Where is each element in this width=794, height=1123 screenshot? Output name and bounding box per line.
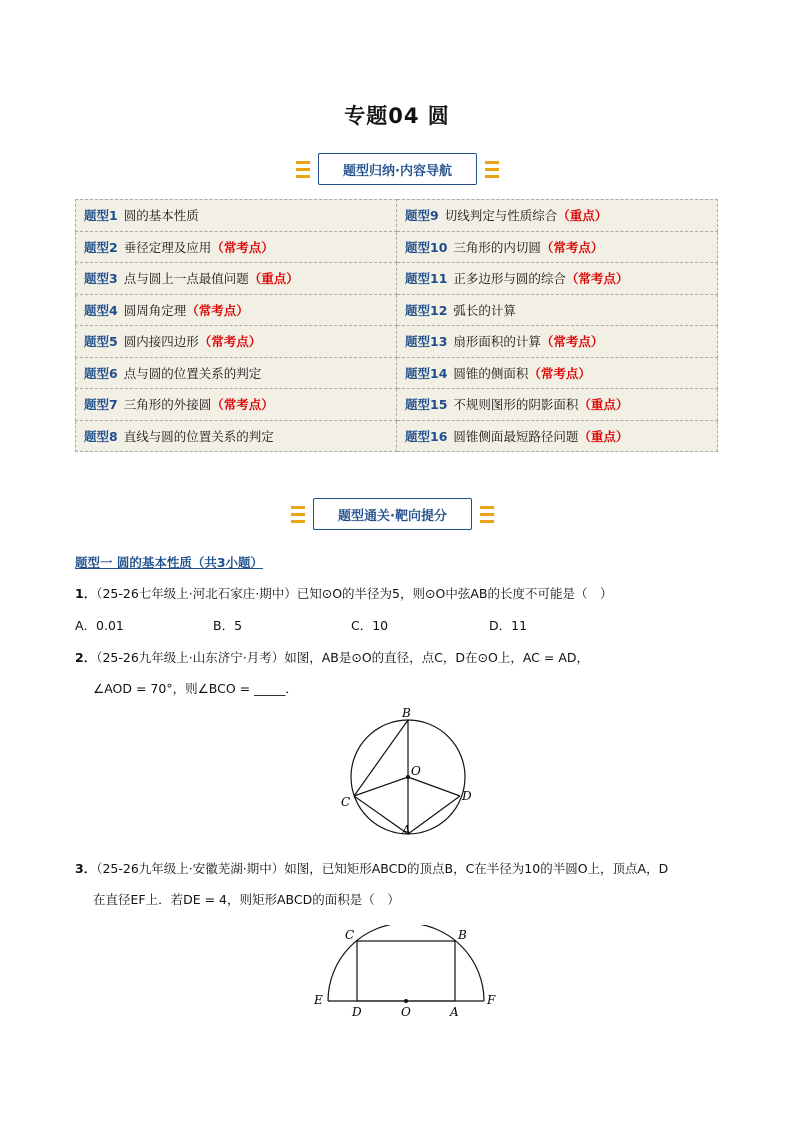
- nav-item-text: 直线与圆的位置关系的判定: [123, 428, 274, 444]
- rectangle-abcd: [357, 941, 455, 1001]
- nav-item-text: 扇形面积的计算: [453, 334, 541, 350]
- nav-item-badge: （常考点）: [186, 302, 249, 318]
- nav-item-tag: 题型3: [84, 271, 118, 287]
- question-number: 3．: [75, 861, 97, 876]
- nav-item-tag: 题型6: [84, 365, 118, 381]
- question-number: 2．: [75, 650, 97, 665]
- nav-item[interactable]: [76, 326, 397, 358]
- center-point: [406, 775, 410, 779]
- nav-item[interactable]: [397, 231, 718, 263]
- nav-item-tag: 题型10: [405, 239, 448, 255]
- nav-item-text: 不规则图形的阴影面积: [453, 397, 579, 413]
- nav-item-text: 圆锥侧面最短路径问题: [453, 428, 579, 444]
- nav-item[interactable]: [76, 231, 397, 263]
- nav-item[interactable]: [397, 200, 718, 232]
- nav-item-text: 圆内接四边形: [123, 334, 199, 350]
- question-2-line2: ∠AOD = 70°，则∠BCO = _____．: [93, 681, 298, 696]
- nav-row: [76, 326, 718, 358]
- label-a: A: [402, 823, 411, 835]
- label-f: F: [487, 993, 496, 1007]
- question-text-line1: 如图，已知矩形ABCD的顶点B，C在半径为10的半圆O上，顶点A，D: [284, 861, 669, 876]
- nav-item-badge: （常考点）: [211, 239, 274, 255]
- nav-item-tag: 题型2: [84, 239, 118, 255]
- nav-item-badge: （常考点）: [540, 239, 604, 255]
- question-1: [75, 584, 612, 604]
- nav-banner: [296, 153, 499, 185]
- nav-item-badge: （常考点）: [540, 334, 604, 350]
- question-3: [75, 859, 668, 879]
- question-text: 已知⊙O的半径为5，则⊙O中弦AB的长度不可能是（ ）: [296, 586, 613, 601]
- nav-item-tag: 题型9: [405, 208, 439, 224]
- banner-left-bars: [296, 161, 310, 178]
- nav-item-tag: 题型11: [405, 271, 448, 287]
- nav-item-badge: （重点）: [578, 397, 629, 413]
- nav-banner-label: 题型归纳·内容导航: [318, 153, 477, 185]
- nav-item[interactable]: [76, 200, 397, 232]
- option-d[interactable]: D．11: [489, 618, 528, 633]
- nav-row: [76, 263, 718, 295]
- nav-item-text: 三角形的外接圆: [123, 397, 212, 413]
- nav-item[interactable]: [397, 263, 718, 295]
- label-d: D: [462, 789, 472, 803]
- nav-item-text: 切线判定与性质综合: [444, 208, 558, 224]
- nav-item-text: 三角形的内切圆: [453, 239, 541, 255]
- nav-item-tag: 题型16: [405, 428, 448, 444]
- nav-item-tag: 题型12: [405, 302, 448, 318]
- nav-item[interactable]: [397, 389, 718, 421]
- semicircle-diagram: [310, 925, 500, 1020]
- nav-item-tag: 题型4: [84, 302, 118, 318]
- nav-item-badge: （重点）: [578, 428, 629, 444]
- nav-item-badge: （常考点）: [528, 365, 591, 381]
- nav-item-badge: （常考点）: [565, 271, 629, 287]
- nav-row: [76, 294, 718, 326]
- question-2: [75, 648, 589, 668]
- nav-item-text: 圆的基本性质: [123, 208, 199, 224]
- nav-item-tag: 题型7: [84, 397, 118, 413]
- nav-item-text: 点与圆上一点最值问题: [123, 271, 249, 287]
- label-c: C: [341, 795, 351, 809]
- segment-od: [408, 777, 460, 796]
- nav-item-badge: （常考点）: [211, 397, 274, 413]
- nav-item-tag: 题型8: [84, 428, 118, 444]
- nav-item-text: 弧长的计算: [453, 302, 516, 318]
- nav-item-text: 圆锥的侧面积: [453, 365, 529, 381]
- nav-row: [76, 231, 718, 263]
- nav-row: [76, 200, 718, 232]
- label-o: O: [401, 1005, 411, 1019]
- question-1-options: [75, 616, 675, 634]
- option-a[interactable]: A．0.01: [75, 618, 124, 633]
- option-b[interactable]: B．5: [213, 618, 243, 633]
- banner-right-bars: [485, 161, 499, 178]
- nav-row: [76, 420, 718, 452]
- nav-row: [76, 389, 718, 421]
- segment-bc: [354, 720, 408, 796]
- nav-item[interactable]: [397, 294, 718, 326]
- nav-item-tag: 题型13: [405, 334, 448, 350]
- label-b: B: [458, 928, 467, 942]
- nav-item[interactable]: [76, 294, 397, 326]
- nav-item-text: 垂径定理及应用: [123, 239, 212, 255]
- segment-co: [354, 777, 408, 796]
- label-d: D: [352, 1005, 362, 1019]
- nav-item-badge: （常考点）: [198, 334, 262, 350]
- question-source: （25-26九年级上·安徽芜湖·期中）: [96, 861, 285, 876]
- question-source: （25-26七年级上·河北石家庄·期中）: [96, 586, 297, 601]
- question-source: （25-26九年级上·山东济宁·月考）: [96, 650, 285, 665]
- banner-left-bars: [291, 506, 305, 523]
- topic-navigation-table: [75, 199, 718, 452]
- question-3-line2: 在直径EF上．若DE = 4，则矩形ABCD的面积是（ ）: [93, 892, 400, 907]
- nav-item[interactable]: [76, 420, 397, 452]
- label-c: C: [345, 928, 355, 942]
- nav-item[interactable]: [76, 357, 397, 389]
- question-number: 1．: [75, 586, 97, 601]
- nav-item-text: 圆周角定理: [123, 302, 187, 318]
- banner-right-bars: [480, 506, 494, 523]
- nav-item-text: 正多边形与圆的综合: [453, 271, 566, 287]
- practice-banner-label: 题型通关·靶向提分: [313, 498, 472, 530]
- label-o: O: [411, 764, 421, 778]
- label-a: A: [450, 1005, 459, 1019]
- nav-item[interactable]: [397, 357, 718, 389]
- nav-item-tag: 题型15: [405, 397, 448, 413]
- nav-item-badge: （重点）: [248, 271, 299, 287]
- nav-item[interactable]: [76, 263, 397, 295]
- label-b: B: [402, 706, 411, 720]
- page-title: 专题04 圆: [344, 104, 450, 128]
- label-e: E: [314, 993, 323, 1007]
- nav-item-badge: （重点）: [557, 208, 608, 224]
- nav-item-tag: 题型14: [405, 365, 448, 381]
- nav-item[interactable]: [76, 389, 397, 421]
- segment-ca: [354, 796, 408, 834]
- nav-item-text: 点与圆的位置关系的判定: [123, 365, 262, 381]
- circle-diagram: [330, 705, 480, 835]
- section-heading: 题型一 圆的基本性质（共3小题）: [75, 555, 264, 570]
- question-text-line1: 如图，AB是⊙O的直径，点C，D在⊙O上，AC = AD，: [284, 650, 589, 665]
- nav-row: [76, 357, 718, 389]
- nav-item-tag: 题型1: [84, 208, 118, 224]
- practice-banner: [291, 498, 494, 530]
- nav-item[interactable]: [397, 326, 718, 358]
- nav-item[interactable]: [397, 420, 718, 452]
- option-c[interactable]: C．10: [351, 618, 389, 633]
- nav-item-tag: 题型5: [84, 334, 118, 350]
- center-point: [404, 999, 408, 1003]
